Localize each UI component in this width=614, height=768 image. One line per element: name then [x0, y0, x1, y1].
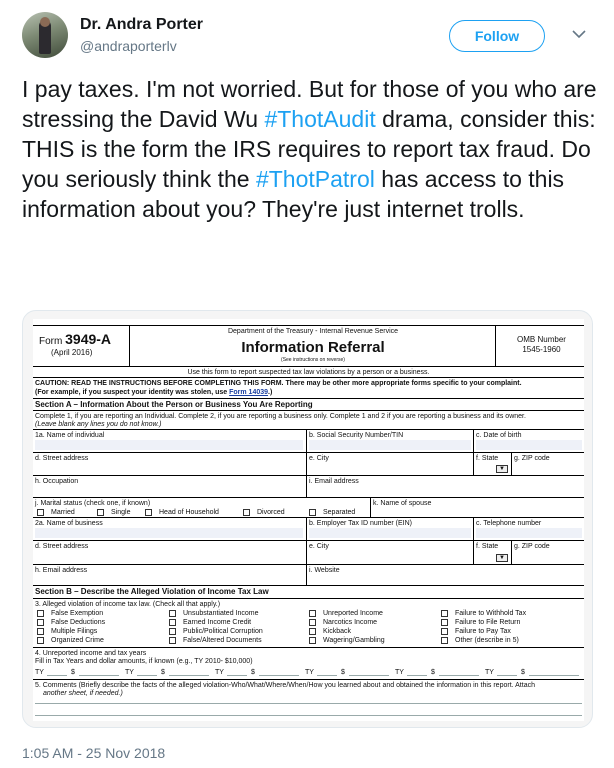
telephone-field[interactable]	[476, 528, 582, 538]
violation-label: Failure to Pay Tax	[455, 628, 511, 635]
amount-input-6[interactable]	[529, 675, 579, 676]
divider	[33, 398, 584, 399]
violation-checkbox[interactable]	[309, 610, 316, 617]
label-1i: i. Email address	[309, 478, 359, 485]
divider	[33, 679, 584, 680]
violation-label: Unsubstantiated Income	[183, 610, 259, 617]
tweet-timestamp[interactable]: 1:05 AM - 25 Nov 2018	[22, 745, 166, 761]
head-of-household-label: Head of Household	[159, 509, 219, 516]
violation-label: False Deductions	[51, 619, 106, 626]
label-4b: Fill in Tax Years and dollar amounts, if known (e.g., TY 2010- $10,000)	[35, 658, 253, 665]
label-1g: g. ZIP code	[514, 455, 550, 462]
form-revision: (April 2016)	[51, 348, 93, 357]
ty-label: TY	[305, 669, 314, 676]
violation-label: Multiple Filings	[51, 628, 98, 635]
divider	[33, 429, 584, 430]
section-a-heading: Section A – Information About the Person or Business You Are Reporting	[35, 400, 313, 409]
divider	[511, 540, 512, 564]
use-line: Use this form to report suspected tax law violations by a person or a business.	[187, 369, 430, 376]
label-2e: e. City	[309, 543, 329, 550]
ein-field[interactable]	[309, 528, 471, 538]
ty-input-5[interactable]	[407, 675, 427, 676]
form-title-block	[133, 327, 493, 363]
label-1k: k. Name of spouse	[373, 500, 432, 507]
label-5b: another sheet, if needed.)	[43, 690, 123, 697]
violation-label: Unreported Income	[323, 610, 383, 617]
divider	[33, 564, 584, 565]
single-label: Single	[111, 509, 131, 516]
divider	[495, 326, 496, 366]
hashtag-thotaudit[interactable]: #ThotAudit	[264, 106, 376, 132]
form-number-value: 3949-A	[65, 331, 112, 347]
divider	[33, 598, 584, 599]
violation-label: Public/Political Corruption	[183, 628, 263, 635]
name-of-individual-field[interactable]	[35, 440, 303, 450]
divider	[33, 410, 584, 411]
divider	[306, 564, 307, 585]
caution-text: CAUTION: READ THE INSTRUCTIONS BEFORE COMPLETING THIS FORM. There may be other more appropriate forms specific to your complaint.	[35, 380, 522, 387]
label-1d: d. Street address	[35, 455, 89, 462]
label-2b: b. Employer Tax ID number (EIN)	[309, 520, 412, 527]
violation-checkbox[interactable]	[441, 619, 448, 626]
label-2a: 2a. Name of business	[35, 520, 103, 527]
label-5: 5. Comments (Briefly describe the facts of the alleged violation-Who/What/Where/When/How you learned about and obtained the information in this report. Attach	[35, 682, 535, 689]
divider	[33, 517, 584, 518]
divider	[306, 429, 307, 452]
divider	[306, 452, 307, 475]
violation-checkbox[interactable]	[169, 637, 176, 644]
form-top-rule	[33, 325, 584, 326]
caution-example-text: (For example, if you suspect your identity was stolen, use	[35, 389, 230, 396]
ty-label: TY	[215, 669, 224, 676]
state-dropdown-2[interactable]: ▼	[496, 554, 508, 562]
violation-label: False Exemption	[51, 610, 104, 617]
label-3: 3. Alleged violation of income tax law. (Check all that apply.)	[35, 601, 221, 608]
head-of-household-checkbox[interactable]	[145, 509, 152, 516]
label-2f: f. State	[476, 543, 499, 550]
divorced-checkbox[interactable]	[243, 509, 250, 516]
divider	[33, 475, 584, 476]
label-1a: 1a. Name of individual	[35, 432, 105, 439]
state-dropdown-1[interactable]: ▼	[496, 465, 508, 473]
separated-label: Separated	[323, 509, 356, 516]
dollar-label: $	[521, 669, 525, 676]
divider	[473, 429, 474, 452]
violation-label: Organized Crime	[51, 637, 104, 644]
user-handle[interactable]: @andraporterlv	[80, 38, 177, 54]
amount-input-4[interactable]	[349, 675, 389, 676]
divorced-label: Divorced	[257, 509, 285, 516]
form-14039-link[interactable]: Form 14039	[229, 389, 269, 396]
form-department: Department of the Treasury - Internal Revenue Service	[227, 328, 399, 335]
form-number	[39, 333, 127, 348]
violation-checkbox[interactable]	[37, 637, 44, 644]
chevron-down-icon[interactable]	[569, 24, 589, 44]
business-name-field[interactable]	[35, 528, 303, 538]
tweet-header	[22, 12, 592, 58]
form-title: Information Referral	[241, 339, 385, 356]
tweet-media-image[interactable]	[22, 310, 593, 728]
ty-input-2[interactable]	[137, 675, 157, 676]
omb-block	[499, 335, 584, 355]
divider	[473, 540, 474, 564]
violation-label: Narcotics Income	[323, 619, 378, 626]
violation-checkbox[interactable]	[169, 610, 176, 617]
tweet-text-part: I pay taxes. I'm not worried. But for those of you who are stressing the David Wu	[22, 76, 597, 132]
ty-input-4[interactable]	[317, 675, 337, 676]
label-1f: f. State	[476, 455, 499, 462]
divider	[33, 377, 584, 378]
blank-note: (Leave blank any lines you do not know.)	[35, 421, 162, 428]
violation-checkbox[interactable]	[309, 619, 316, 626]
label-1b: b. Social Security Number/TIN	[309, 432, 404, 439]
form-label: Form	[39, 336, 63, 347]
label-2i: i. Website	[309, 567, 340, 574]
ty-input-3[interactable]	[227, 675, 247, 676]
ty-input-6[interactable]	[497, 675, 517, 676]
violation-checkbox[interactable]	[441, 637, 448, 644]
amount-input-5[interactable]	[439, 675, 479, 676]
violation-label: Kickback	[323, 628, 352, 635]
separated-checkbox[interactable]	[309, 509, 316, 516]
tweet-text-part: drama, consider this: THIS is the form the IRS requires to report tax fraud. Do you seriously think the	[22, 106, 596, 192]
divider	[33, 452, 584, 453]
section-b-heading: Section B – Describe the Alleged Violation of Income Tax Law	[35, 587, 269, 596]
dollar-label: $	[71, 669, 75, 676]
follow-button[interactable]: Follow	[449, 20, 545, 52]
comments-line-2[interactable]	[35, 715, 582, 716]
violation-checkbox[interactable]	[309, 628, 316, 635]
married-checkbox[interactable]	[37, 509, 44, 516]
divider	[370, 497, 371, 517]
divider	[306, 540, 307, 564]
divider	[33, 366, 584, 367]
caution-example-end: .)	[268, 389, 273, 396]
divider	[33, 585, 584, 586]
violation-label: Failure to Withhold Tax	[455, 610, 527, 617]
violation-checkbox[interactable]	[309, 637, 316, 644]
label-1c: c. Date of birth	[476, 432, 522, 439]
violation-label: Earned Income Credit	[183, 619, 252, 626]
violation-checkbox[interactable]	[169, 628, 176, 635]
display-name[interactable]: Dr. Andra Porter	[80, 16, 203, 33]
hashtag-thotpatrol[interactable]: #ThotPatrol	[255, 166, 375, 192]
tweet-text	[22, 74, 597, 224]
violation-checkbox[interactable]	[37, 619, 44, 626]
label-2g: g. ZIP code	[514, 543, 550, 550]
label-1j: j. Marital status (check one, if known)	[35, 500, 151, 507]
violation-checkbox[interactable]	[441, 610, 448, 617]
violation-checkbox[interactable]	[37, 610, 44, 617]
form-title-note: (See instructions on reverse)	[281, 357, 345, 363]
violation-label: Wagering/Gambling	[323, 637, 385, 644]
irs-form-3949a	[33, 319, 584, 721]
date-of-birth-field[interactable]	[476, 440, 582, 450]
dollar-label: $	[431, 669, 435, 676]
omb-number: 1545-1960	[522, 345, 561, 354]
label-2d: d. Street address	[35, 543, 89, 550]
violation-label: Other (describe in 5)	[455, 637, 519, 644]
divider	[306, 475, 307, 497]
avatar[interactable]	[22, 12, 68, 58]
complete-note: Complete 1, if you are reporting an Individual. Complete 2, if you are reporting a business only. Complete 1 and 2 if you are reporting a business and its owner.	[35, 413, 526, 420]
avatar-head	[40, 17, 50, 27]
violation-checkbox[interactable]	[169, 619, 176, 626]
married-label: Married	[51, 509, 75, 516]
divider	[511, 452, 512, 475]
divider	[33, 647, 584, 648]
single-checkbox[interactable]	[97, 509, 104, 516]
caution-example	[35, 388, 584, 397]
ty-input-1[interactable]	[47, 675, 67, 676]
divider	[33, 540, 584, 541]
dollar-label: $	[161, 669, 165, 676]
violation-label: False/Altered Documents	[183, 637, 262, 644]
amount-input-2[interactable]	[169, 675, 209, 676]
divider	[473, 452, 474, 475]
label-1h: h. Occupation	[35, 478, 79, 485]
omb-label: OMB Number	[517, 335, 566, 344]
divider	[33, 497, 584, 498]
comments-line-1[interactable]	[35, 703, 582, 704]
divider	[473, 517, 474, 540]
violation-checkbox[interactable]	[37, 628, 44, 635]
ty-label: TY	[485, 669, 494, 676]
label-2c: c. Telephone number	[476, 520, 542, 527]
form-id-block	[39, 333, 127, 357]
ssn-field[interactable]	[309, 440, 471, 450]
label-4: 4. Unreported income and tax years	[35, 650, 147, 657]
label-1e: e. City	[309, 455, 329, 462]
dollar-label: $	[251, 669, 255, 676]
amount-input-1[interactable]	[79, 675, 119, 676]
label-2h: h. Email address	[35, 567, 88, 574]
ty-label: TY	[395, 669, 404, 676]
dollar-label: $	[341, 669, 345, 676]
divider	[129, 326, 130, 366]
violation-label: Failure to File Return	[455, 619, 521, 626]
ty-label: TY	[35, 669, 44, 676]
tweet-text-part: has access to this information about you? They're just internet trolls.	[22, 166, 565, 222]
violation-checkbox[interactable]	[441, 628, 448, 635]
amount-input-3[interactable]	[259, 675, 299, 676]
divider	[306, 517, 307, 540]
ty-label: TY	[125, 669, 134, 676]
